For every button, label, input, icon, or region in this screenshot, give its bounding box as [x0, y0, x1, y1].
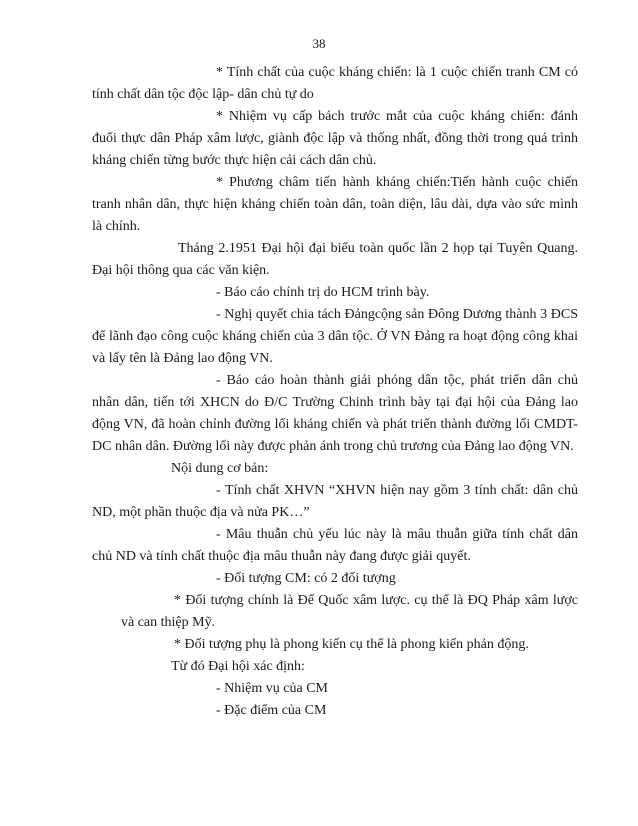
paragraph-urgent-task: * Nhiệm vụ cấp bách trước mắt của cuộc kháng chiến: đánh đuổi thực dân Pháp xâm lược, giành độc lập và thống nhất, đồng thời trong quá trình kháng chiến từng bước thực hiện cải cách dân chủ.	[92, 109, 578, 168]
list-item-revolution-tasks: - Nhiệm vụ của CM	[216, 681, 328, 696]
document-body	[92, 62, 578, 722]
section-heading-basic-content: Nội dung cơ bản:	[171, 461, 269, 476]
list-item-main-contradiction: - Mâu thuẫn chủ yếu lúc này là mâu thuẫn giữa tính chất dân chủ ND và tính chất thuộc địa mâu thuẫn này đang được giải quyết.	[92, 527, 578, 564]
list-item-party-split-resolution: - Nghị quyết chia tách Đảngcộng sản Đông Dương thành 3 ĐCS để lãnh đạo công cuộc kháng chiến của 3 dân tộc. Ở VN Đảng ra hoạt động công khai và lấy tên là Đảng lao động VN.	[92, 307, 578, 366]
paragraph-congress-determined: Từ đó Đại hội xác định:	[171, 659, 305, 674]
paragraph-war-nature: * Tính chất của cuộc kháng chiến: là 1 cuộc chiến tranh CM có tính chất dân tộc độc lập- dân chủ tự do	[92, 65, 578, 102]
list-item-revolution-targets: - Đối tượng CM: có 2 đối tượng	[216, 571, 396, 586]
list-item-liberation-report: - Báo cáo hoàn thành giải phóng dân tộc, phát triển dân chủ nhân dân, tiến tới XHCN do Đ/C Trường Chinh trình bày tại đại hội của Đảng lao động VN, đã hoàn chỉnh đường lối kháng chiến và phát triển thành đường lối CMDT- DC nhân dân. Đường lối này được phản ánh trong chủ trương của Đảng lao động VN.	[92, 373, 578, 454]
list-item-political-report: - Báo cáo chính trị do HCM trình bày.	[216, 285, 430, 300]
list-item-secondary-target: * Đối tượng phụ là phong kiến cụ thể là phong kiến phản động.	[174, 637, 529, 652]
paragraph-war-motto: * Phương châm tiến hành kháng chiến:Tiến hành cuộc chiến tranh nhân dân, thực hiện kháng chiến toàn dân, toàn diện, lâu dài, dựa vào sức mình là chính.	[92, 175, 578, 234]
paragraph-congress-1951: Tháng 2.1951 Đại hội đại biểu toàn quốc lần 2 họp tại Tuyên Quang. Đại hội thông qua các văn kiện.	[92, 241, 578, 278]
list-item-social-nature: - Tính chất XHVN “XHVN hiện nay gồm 3 tính chất: dân chủ ND, một phần thuộc địa và nửa PK…”	[92, 483, 578, 520]
list-item-main-target: * Đối tượng chính là Đế Quốc xâm lược. cụ thể là ĐQ Pháp xâm lược và can thiệp Mỹ.	[121, 593, 578, 630]
page-number: 38	[312, 36, 326, 51]
list-item-revolution-characteristics: - Đặc điểm của CM	[216, 703, 327, 718]
